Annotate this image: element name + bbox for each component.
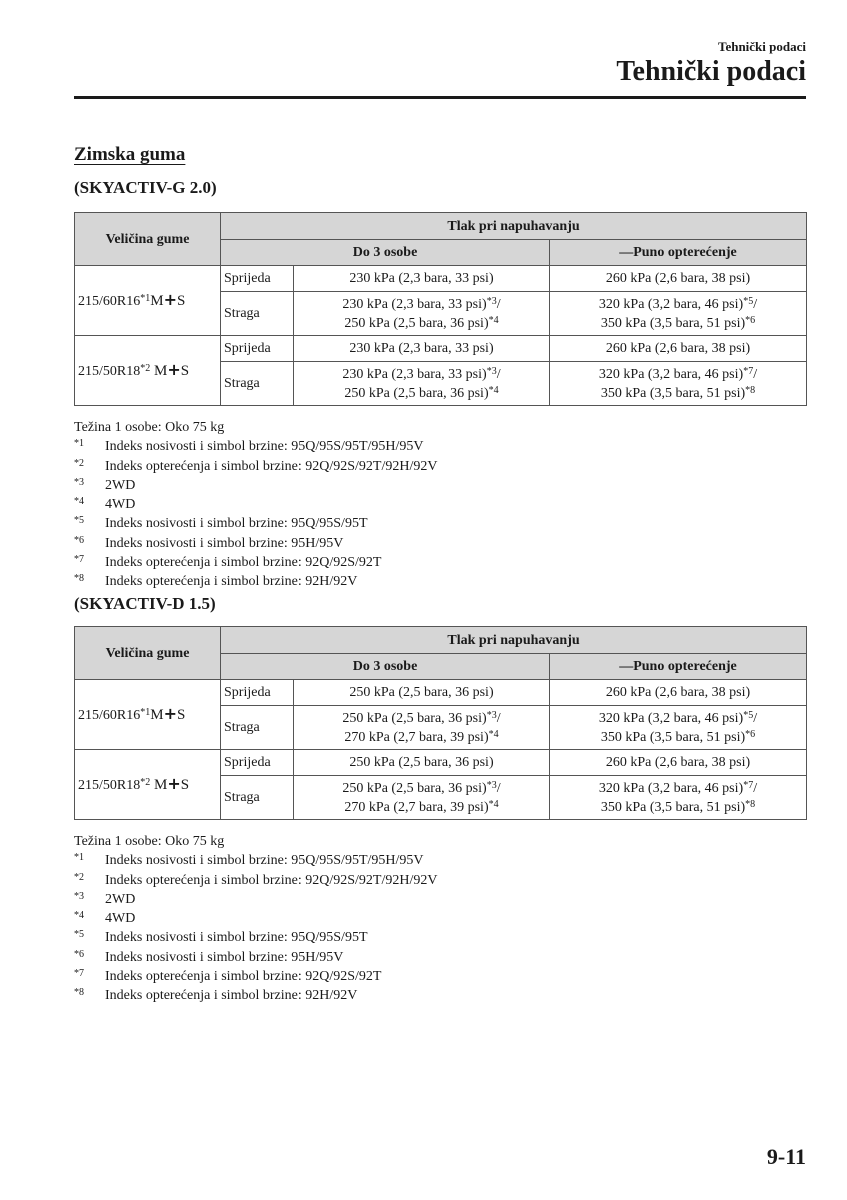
- pressure-cell: 250 kPa (2,5 bara, 36 psi)$^{*3}$/ 270 kPa (2,7 bara, 39 psi)$^{*4}$: [294, 776, 550, 820]
- footnote: $^{*8}$ Indeks opterećenja i simbol brzine: 92H/92V: [74, 987, 358, 1004]
- footnote: $^{*4}$ 4WD: [74, 910, 136, 927]
- pressure-cell: 230 kPa (2,3 bara, 33 psi): [294, 266, 550, 292]
- footnote: $^{*3}$ 2WD: [74, 476, 136, 493]
- footnote: $^{*1}$ Indeks nosivosti i simbol brzine: 95Q/95S/95T/95H/95V: [74, 438, 424, 455]
- pressure-table: [74, 212, 807, 406]
- position-front: Sprijeda: [221, 750, 294, 776]
- pressure-table: [74, 626, 807, 820]
- table-row: [75, 680, 807, 706]
- footnote: $^{*7}$ Indeks opterećenja i simbol brzine: 92Q/92S/92T: [74, 554, 382, 571]
- tire-size-cell: $215/60R16^{*1}M+S$: [75, 266, 221, 336]
- table-row: [75, 336, 807, 362]
- full-load-header: —Puno opterećenje: [550, 240, 807, 266]
- size-header: Veličina gume: [75, 627, 221, 680]
- footnote: $^{*5}$ Indeks nosivosti i simbol brzine: 95Q/95S/95T: [74, 515, 368, 532]
- plus-icon: +: [167, 774, 181, 793]
- footnote: $^{*6}$ Indeks nosivosti i simbol brzine: 95H/95V: [74, 534, 344, 551]
- table-row: [75, 266, 807, 292]
- size-header: Veličina gume: [75, 213, 221, 266]
- pressure-cell: 250 kPa (2,5 bara, 36 psi): [294, 750, 550, 776]
- pressure-cell: 320 kPa (3,2 bara, 46 psi)$^{*5}$/ 350 kPa (3,5 bara, 51 psi)$^{*6}$: [550, 292, 807, 336]
- pressure-cell: 260 kPa (2,6 bara, 38 psi): [550, 336, 807, 362]
- tire-size-cell: $215/60R16^{*1}M+S$: [75, 680, 221, 750]
- pressure-cell: 320 kPa (3,2 bara, 46 psi)$^{*5}$/ 350 kPa (3,5 bara, 51 psi)$^{*6}$: [550, 706, 807, 750]
- pressure-header: Tlak pri napuhavanju: [221, 213, 807, 240]
- pressure-cell: 260 kPa (2,6 bara, 38 psi): [550, 750, 807, 776]
- position-rear: Straga: [221, 776, 294, 820]
- tire-size-cell: 215/50R18$^{*2}$ M+S: [75, 750, 221, 820]
- pressure-header: Tlak pri napuhavanju: [221, 627, 807, 654]
- page-title: Tehnički podaci: [616, 56, 806, 87]
- header-rule: [74, 96, 806, 99]
- pressure-cell: 260 kPa (2,6 bara, 38 psi): [550, 680, 807, 706]
- plus-icon: +: [167, 360, 181, 379]
- footnotes: [74, 832, 437, 1006]
- position-rear: Straga: [221, 362, 294, 406]
- pressure-cell: 230 kPa (2,3 bara, 33 psi): [294, 336, 550, 362]
- footnote: $^{*7}$ Indeks opterećenja i simbol brzine: 92Q/92S/92T: [74, 968, 382, 985]
- footnote: $^{*8}$ Indeks opterećenja i simbol brzine: 92H/92V: [74, 573, 358, 590]
- position-front: Sprijeda: [221, 336, 294, 362]
- footnotes: [74, 418, 437, 592]
- pressure-cell: 250 kPa (2,5 bara, 36 psi)$^{*3}$/ 270 kPa (2,7 bara, 39 psi)$^{*4}$: [294, 706, 550, 750]
- footnote: $^{*6}$ Indeks nosivosti i simbol brzine: 95H/95V: [74, 948, 344, 965]
- pressure-cell: 260 kPa (2,6 bara, 38 psi): [550, 266, 807, 292]
- footnote: $^{*2}$ Indeks opterećenja i simbol brzine: 92Q/92S/92T/92H/92V: [74, 871, 438, 888]
- upto3-header: Do 3 osobe: [221, 654, 550, 680]
- section-title: Zimska guma: [74, 144, 186, 165]
- full-load-header: —Puno opterećenje: [550, 654, 807, 680]
- footnote: $^{*5}$ Indeks nosivosti i simbol brzine: 95Q/95S/95T: [74, 929, 368, 946]
- engine-title: (SKYACTIV-G 2.0): [74, 178, 217, 197]
- plus-icon: +: [163, 290, 177, 309]
- pressure-cell: 250 kPa (2,5 bara, 36 psi): [294, 680, 550, 706]
- weight-note: Težina 1 osobe: Oko 75 kg: [74, 420, 225, 435]
- engine-title: (SKYACTIV-D 1.5): [74, 594, 216, 613]
- plus-icon: +: [163, 704, 177, 723]
- tire-size-cell: 215/50R18$^{*2}$ M+S: [75, 336, 221, 406]
- footnote: $^{*2}$ Indeks opterećenja i simbol brzine: 92Q/92S/92T/92H/92V: [74, 457, 438, 474]
- pressure-cell: 320 kPa (3,2 bara, 46 psi)$^{*7}$/ 350 kPa (3,5 bara, 51 psi)$^{*8}$: [550, 776, 807, 820]
- position-front: Sprijeda: [221, 680, 294, 706]
- pressure-cell: 320 kPa (3,2 bara, 46 psi)$^{*7}$/ 350 kPa (3,5 bara, 51 psi)$^{*8}$: [550, 362, 807, 406]
- weight-note: Težina 1 osobe: Oko 75 kg: [74, 834, 225, 849]
- footnote: $^{*4}$ 4WD: [74, 496, 136, 513]
- pressure-cell: 230 kPa (2,3 bara, 33 psi)$^{*3}$/ 250 kPa (2,5 bara, 36 psi)$^{*4}$: [294, 292, 550, 336]
- upto3-header: Do 3 osobe: [221, 240, 550, 266]
- position-front: Sprijeda: [221, 266, 294, 292]
- position-rear: Straga: [221, 292, 294, 336]
- running-header: Tehnički podaci: [717, 39, 806, 54]
- table-row: [75, 750, 807, 776]
- pressure-cell: 230 kPa (2,3 bara, 33 psi)$^{*3}$/ 250 kPa (2,5 bara, 36 psi)$^{*4}$: [294, 362, 550, 406]
- footnote: $^{*3}$ 2WD: [74, 890, 136, 907]
- page-number: 9-11: [766, 1144, 806, 1169]
- position-rear: Straga: [221, 706, 294, 750]
- footnote: $^{*1}$ Indeks nosivosti i simbol brzine: 95Q/95S/95T/95H/95V: [74, 852, 424, 869]
